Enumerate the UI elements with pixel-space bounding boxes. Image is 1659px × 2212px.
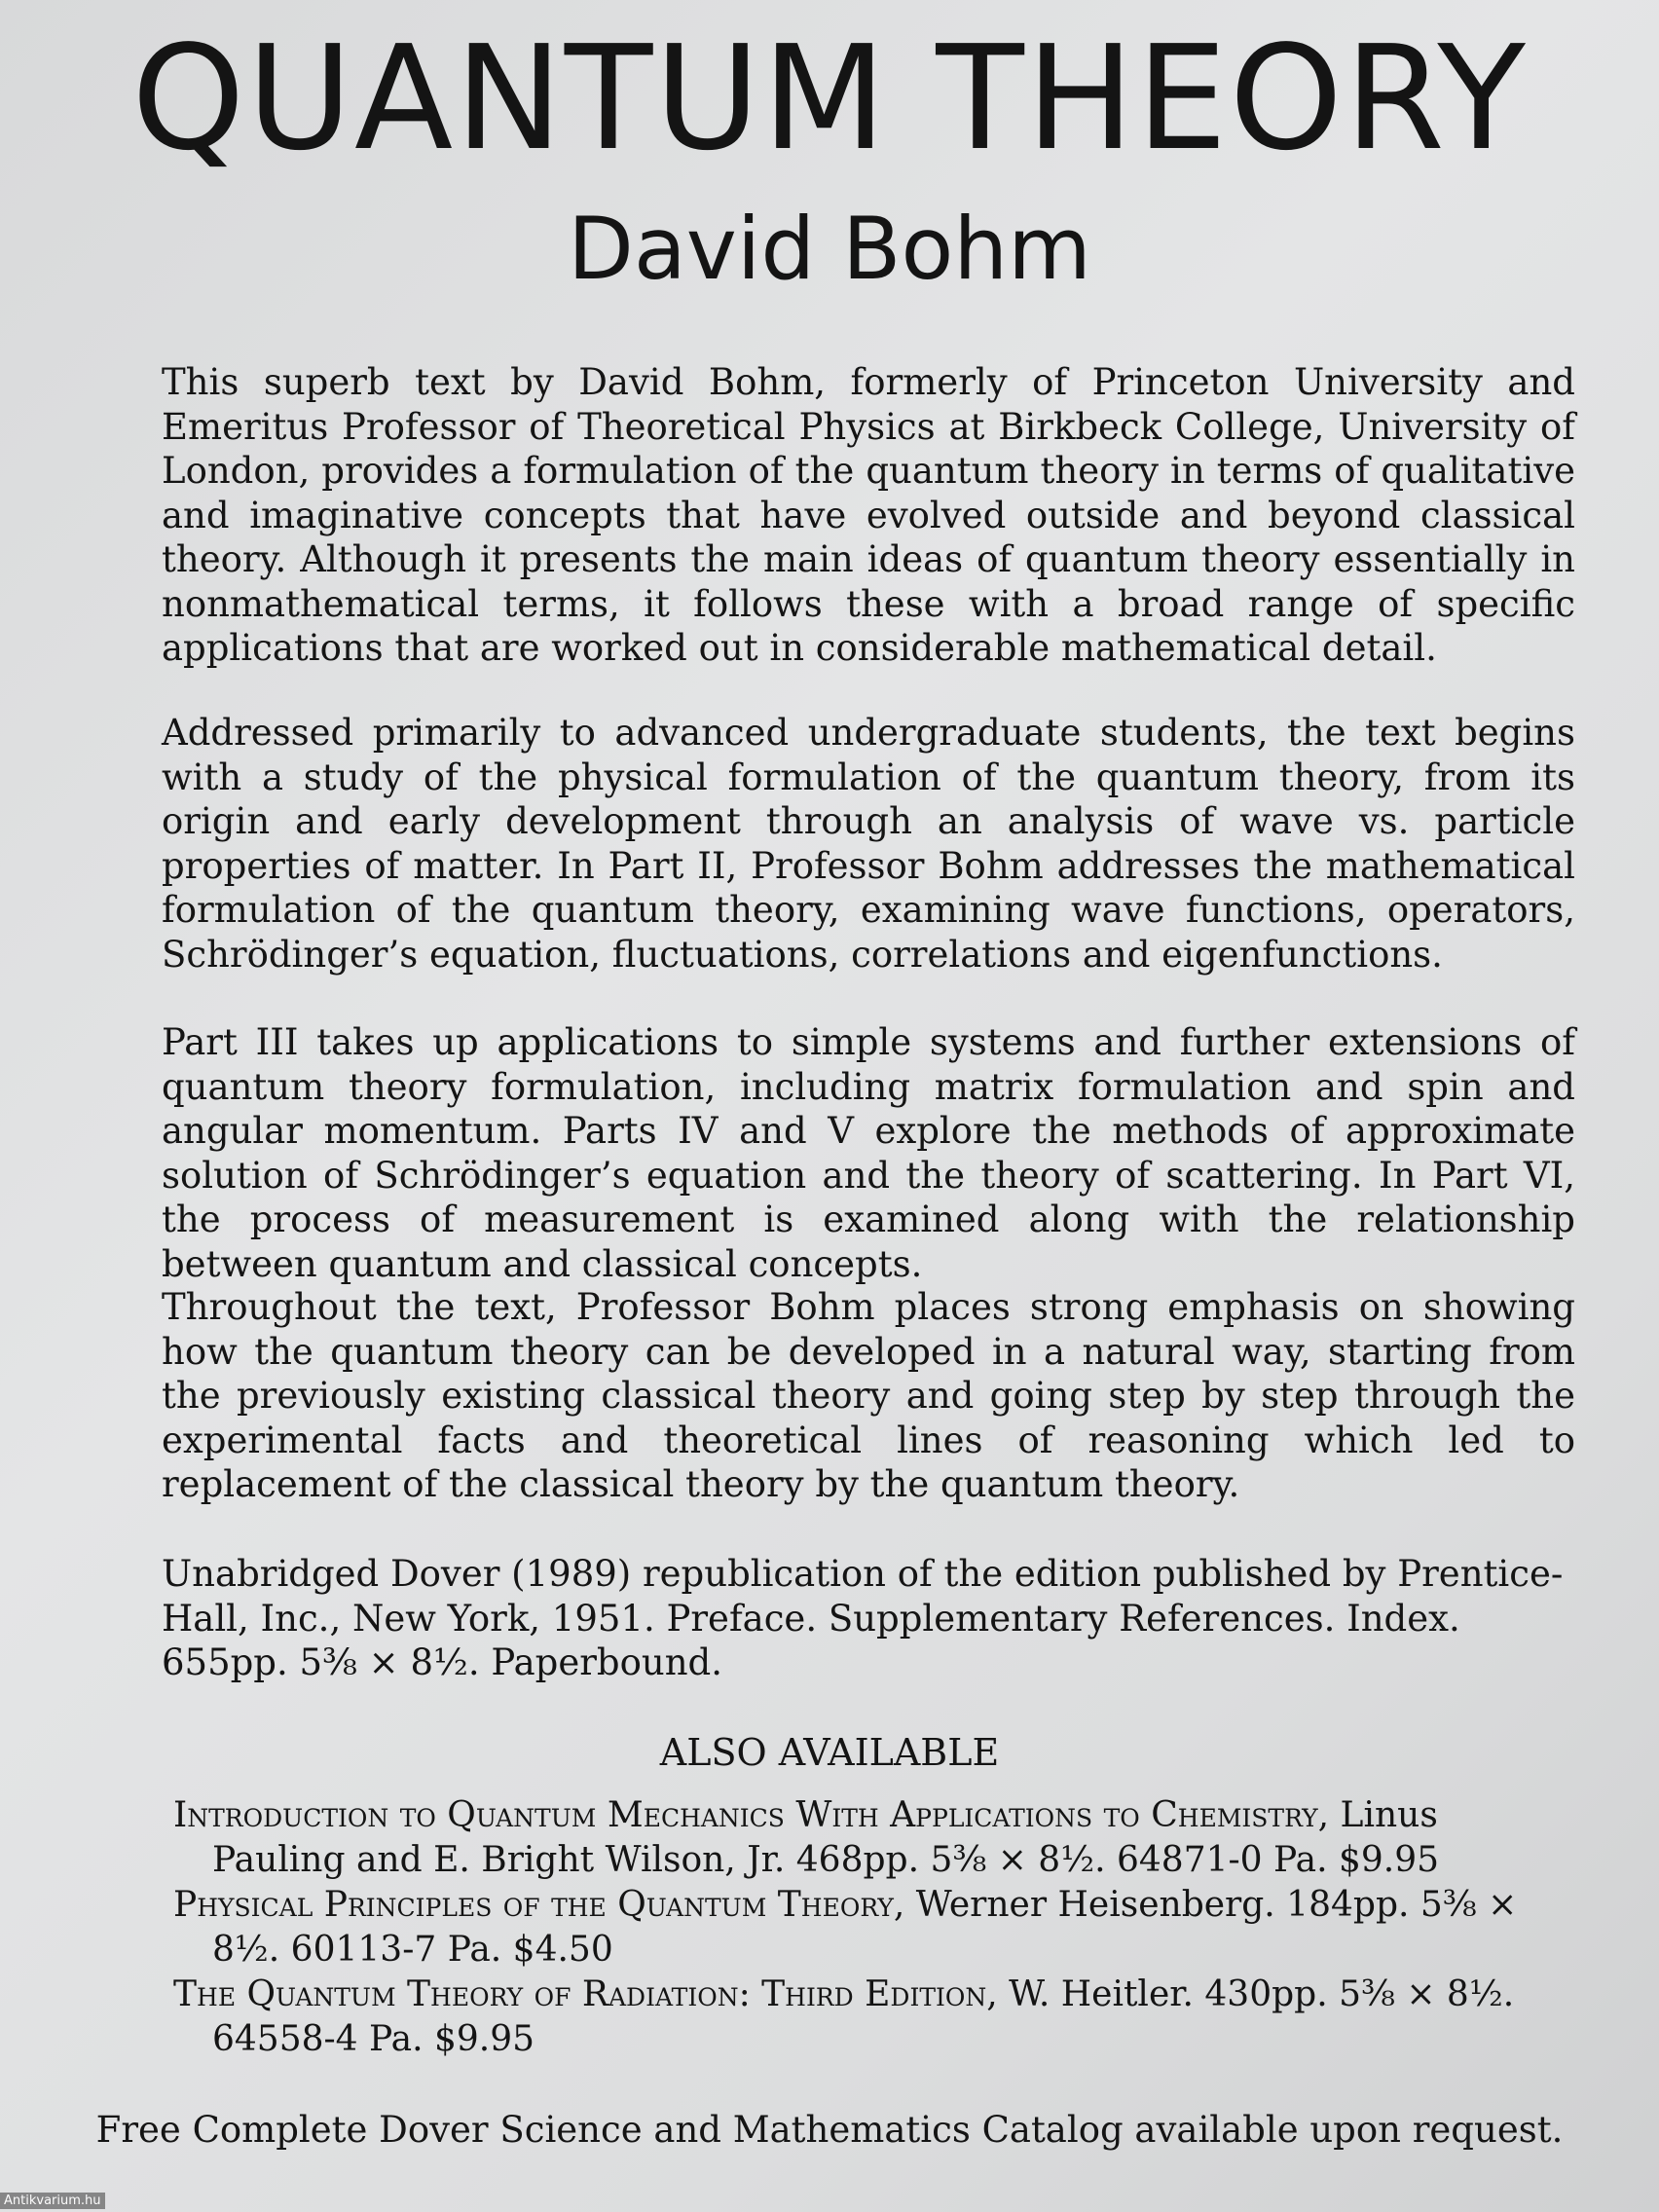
list-item <box>173 1793 1579 1883</box>
description-paragraph-2: Addressed primarily to advanced undergraduate students, the text begins with a study of the physical formulation of the quantum theory, from its origin and early development through an analysis of wave vs. particle properties of matter. In Part II, Professor Bohm addresses the mathematical formulation of the quantum theory, examining wave functions, operators, Schrödinger’s equation, fluctuations, correlations and eigenfunctions. <box>162 712 1575 976</box>
book-author: David Bohm <box>568 199 1091 299</box>
related-book-title: The Quantum Theory of Radiation: Third Edition <box>173 1974 987 2014</box>
related-book-details: , W. Heitler. 430pp. 5⅜ × 8½. 64558-4 Pa. $9.95 <box>212 1974 1515 2059</box>
list-item <box>173 1972 1579 2062</box>
related-book-title: Physical Principles of the Quantum Theory <box>173 1885 894 1925</box>
watermark: Antikvarium.hu <box>0 2193 105 2209</box>
also-available-list <box>173 1793 1579 2062</box>
description-paragraph-4: Throughout the text, Professor Bohm places strong emphasis on showing how the quantum theory can be developed in a natural way, starting from the previously existing classical theory and going step by step through the experimental facts and theoretical lines of reasoning which led to replacement of the classical theory by the quantum theory. <box>162 1286 1575 1505</box>
related-book-title: Introduction to Quantum Mechanics With Applications to Chemistry <box>173 1795 1318 1835</box>
list-item <box>173 1883 1579 1972</box>
description-paragraph-3: Part III takes up applications to simple systems and further extensions of quantum theory formulation, including matrix formulation and spin and angular momentum. Parts IV and V explore the methods of approximate solution of Schrödinger’s equation and the theory of scattering. In Part VI, the process of measurement is examined along with the relationship between quantum and classical concepts. <box>162 1021 1575 1285</box>
related-book-details: , Linus Pauling and E. Bright Wilson, Jr. 468pp. 5⅜ × 8½. 64871-0 Pa. $9.95 <box>212 1795 1440 1880</box>
book-title: QUANTUM THEORY <box>131 15 1528 182</box>
publication-note: Unabridged Dover (1989) republication of the edition published by Prentice-Hall, Inc., New York, 1951. Preface. Supplementary References. Index. 655pp. 5⅜ × 8½. Paperbound. <box>162 1553 1564 1683</box>
also-available-heading: ALSO AVAILABLE <box>659 1731 1000 1774</box>
related-book-details: , Werner Heisenberg. 184pp. 5⅜ × 8½. 60113-7 Pa. $4.50 <box>212 1885 1518 1970</box>
description-paragraph-1: This superb text by David Bohm, formerly of Princeton University and Emeritus Professor of Theoretical Physics at Birkbeck College, University of London, provides a formulation of the quantum theory in terms of qualitative and imaginative concepts that have evolved outside and beyond classical theory. Although it presents the main ideas of quantum theory essentially in nonmathematical terms, it follows these with a broad range of specific applications that are worked out in considerable mathematical detail. <box>162 361 1575 669</box>
catalog-note: Free Complete Dover Science and Mathematics Catalog available upon request. <box>95 2109 1564 2151</box>
